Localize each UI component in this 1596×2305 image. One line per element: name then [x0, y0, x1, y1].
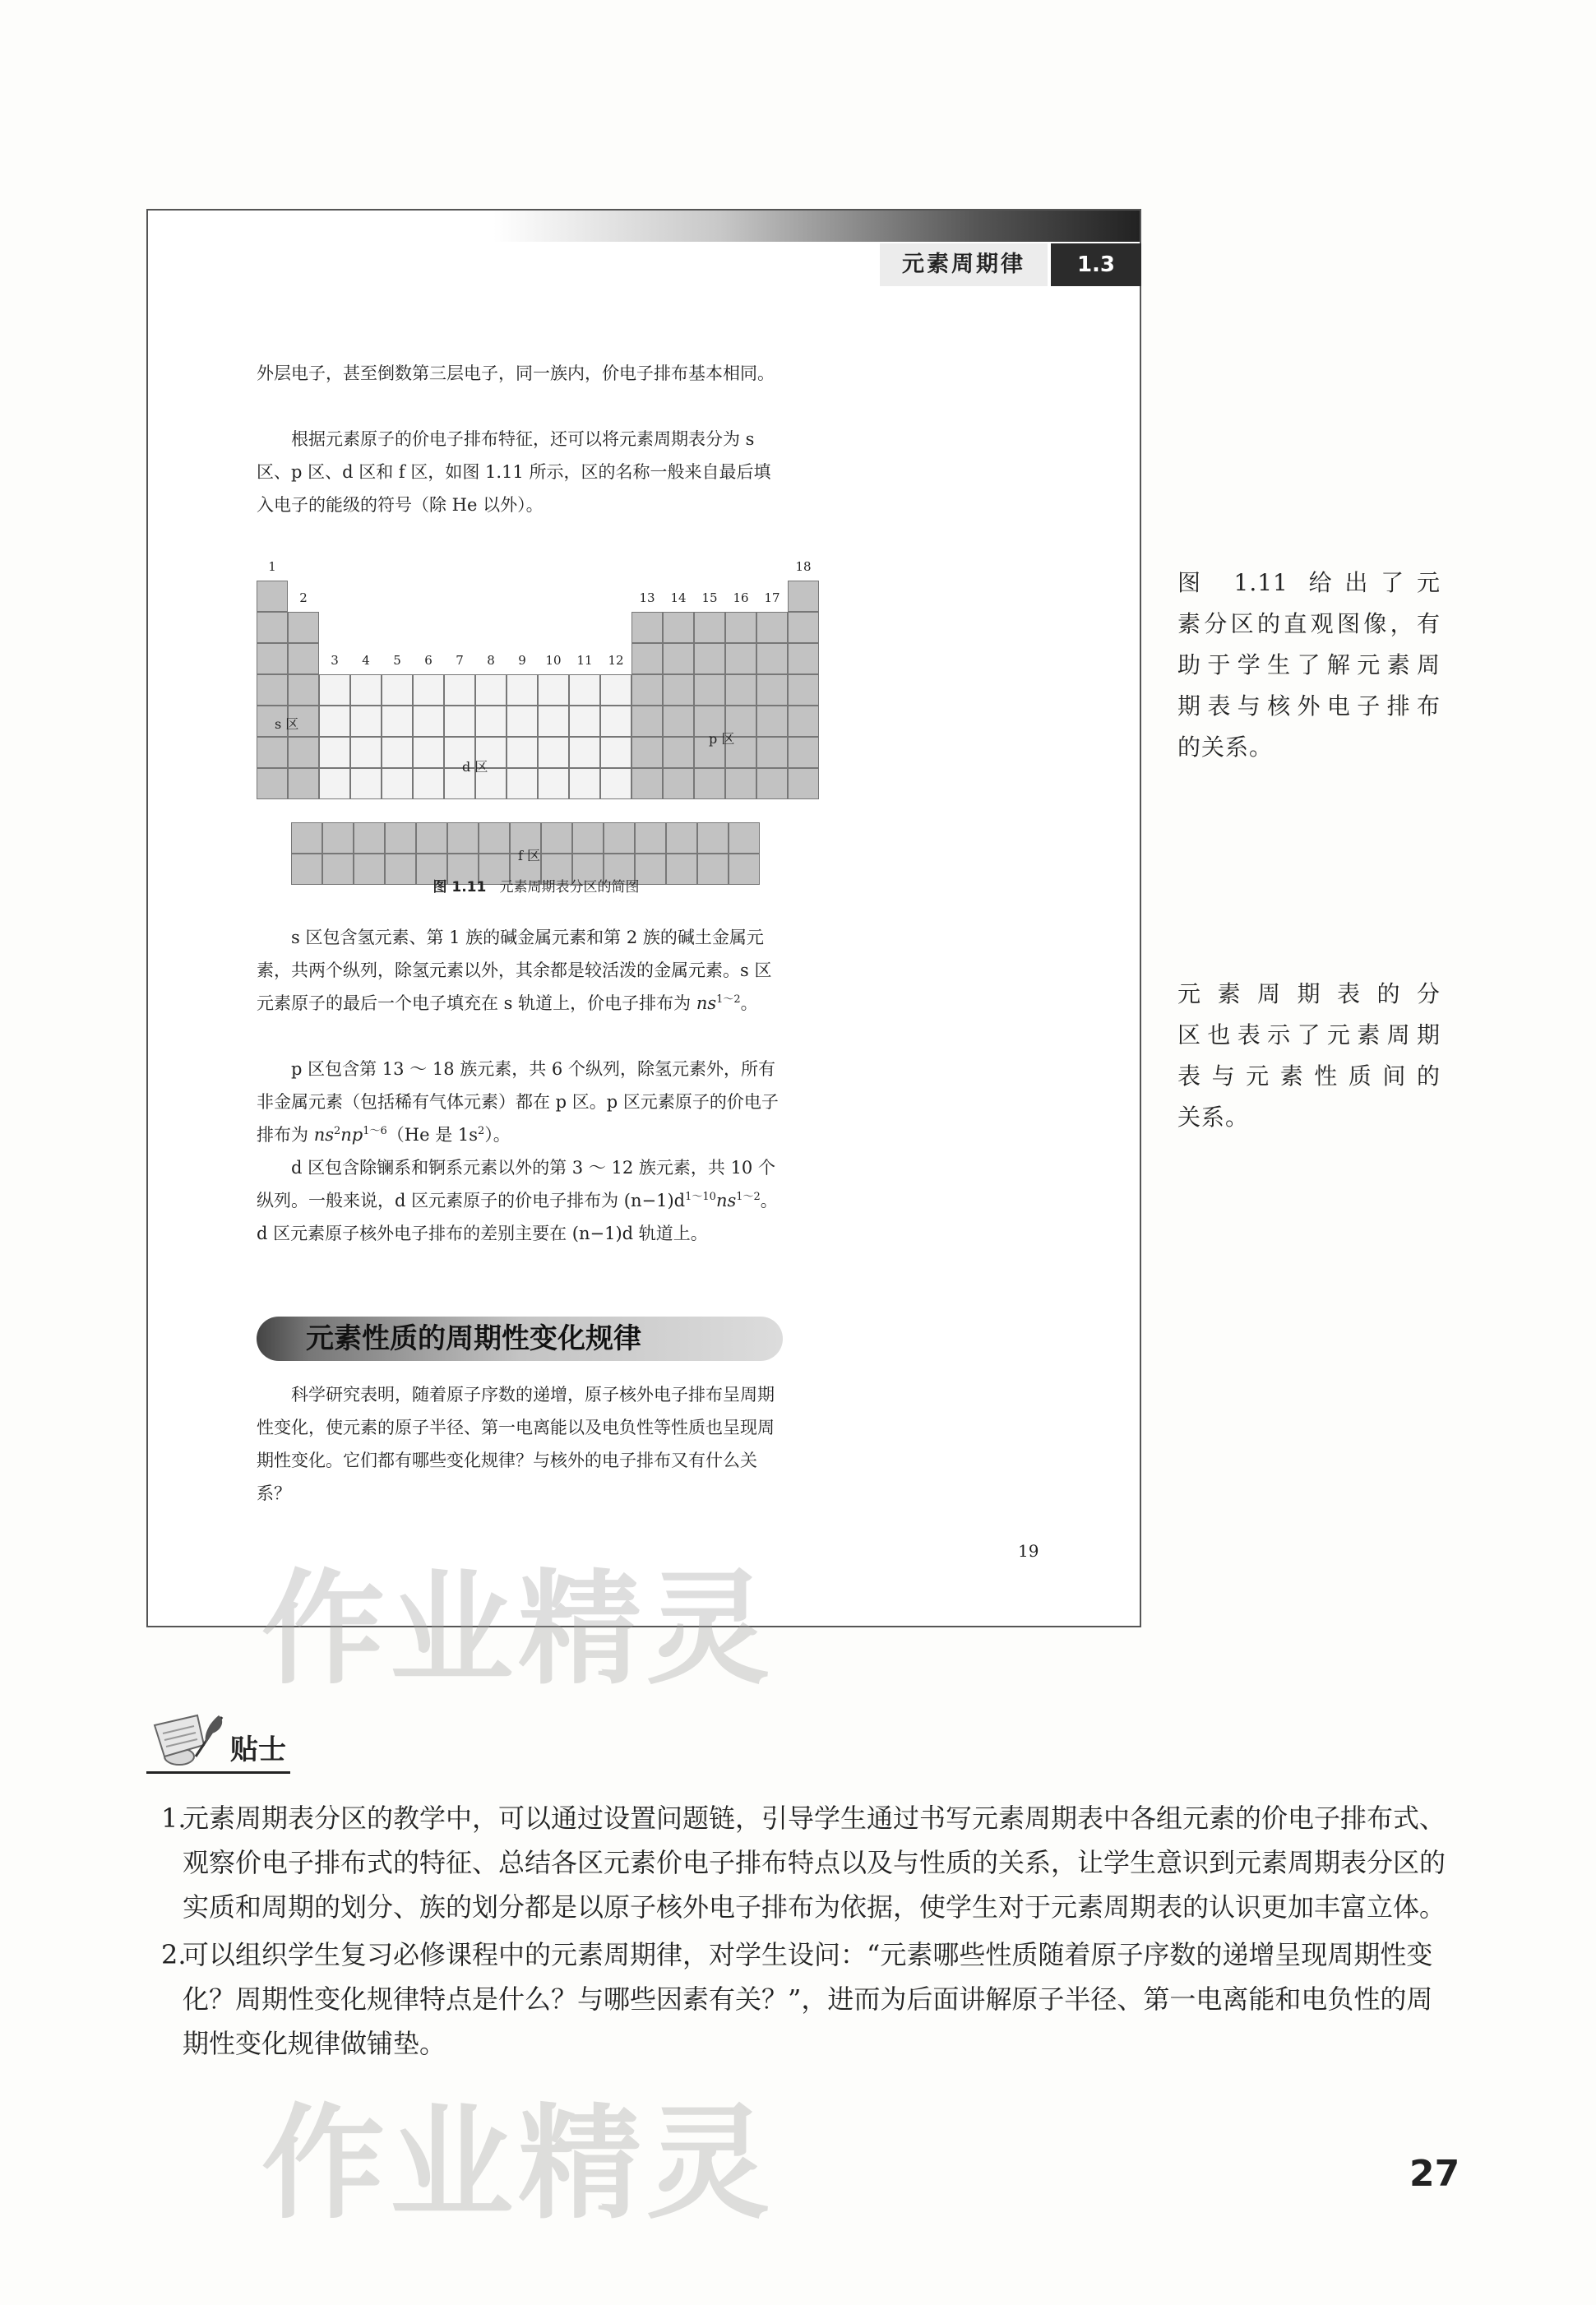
p-he-open: （He 是 1s	[386, 1125, 479, 1145]
table-cell	[382, 768, 413, 799]
p-formula2-base: np	[340, 1125, 363, 1145]
group-label: 1	[268, 559, 276, 574]
table-cell	[663, 737, 694, 768]
s-block-label: s 区	[275, 716, 299, 732]
table-cell	[631, 612, 663, 643]
group-label: 6	[424, 653, 433, 668]
f-block-cell	[385, 822, 416, 854]
table-cell	[694, 768, 725, 799]
margin-note-line: 图 1.11 给出了元	[1177, 569, 1441, 596]
table-cell	[507, 674, 538, 706]
table-cell	[725, 674, 756, 706]
p-he-sup: 2	[478, 1125, 485, 1137]
table-cell	[663, 706, 694, 737]
table-cell	[631, 768, 663, 799]
f-block-cell	[447, 822, 479, 854]
table-cell	[788, 643, 819, 674]
group-label: 10	[545, 653, 562, 668]
table-cell	[600, 768, 631, 799]
tip-item-2	[163, 1932, 1446, 2066]
d-formula1-sup: 1～10	[685, 1191, 716, 1203]
margin-note-2	[1177, 974, 1441, 1138]
table-cell	[756, 768, 788, 799]
f-block-cell	[729, 822, 760, 854]
table-cell	[538, 674, 569, 706]
margin-note-line: 素分区的直观图像，有	[1177, 610, 1441, 637]
paragraph-intro: 外层电子，甚至倒数第三层电子，同一族内，价电子排布基本相同。	[257, 363, 775, 383]
table-cell	[631, 674, 663, 706]
margin-note-line: 元素周期表的分	[1177, 980, 1441, 1007]
table-cell	[350, 737, 382, 768]
table-cell	[288, 674, 319, 706]
group-label: 8	[487, 653, 495, 668]
table-cell	[319, 768, 350, 799]
margin-note-line: 表与元素性质间的	[1177, 1062, 1441, 1090]
table-cell	[663, 612, 694, 643]
figure-caption-label: 图 1.11	[433, 879, 487, 896]
table-cell	[413, 674, 444, 706]
table-cell	[319, 737, 350, 768]
p-he-close: ）。	[484, 1125, 511, 1145]
table-cell	[694, 643, 725, 674]
table-cell	[475, 706, 507, 737]
scroll-quill-icon	[146, 1709, 229, 1775]
margin-note-line: 区也表示了元素周期	[1177, 1021, 1441, 1048]
f-block-cell	[354, 822, 385, 854]
periodic-table-figure	[257, 551, 816, 863]
margin-note-line: 的关系。	[1177, 734, 1274, 761]
f-block-cell	[291, 822, 322, 854]
paragraph-s-block	[257, 921, 781, 1020]
table-cell	[382, 737, 413, 768]
d-formula1-base: (n−1)d	[623, 1191, 686, 1210]
group-label: 4	[362, 653, 370, 668]
s-formula-base: ns	[696, 993, 717, 1013]
table-cell	[694, 612, 725, 643]
table-cell	[538, 768, 569, 799]
table-cell	[319, 674, 350, 706]
header-gradient-bar	[493, 211, 1140, 242]
table-cell	[569, 674, 600, 706]
figure-caption-text: 元素周期表分区的简图	[499, 879, 640, 896]
table-cell	[538, 737, 569, 768]
tips-label: 贴士	[230, 1733, 286, 1766]
table-cell	[756, 643, 788, 674]
table-cell	[507, 768, 538, 799]
paragraph-blocks: 根据元素原子的价电子排布特征，还可以将元素周期表分为 s 区、p 区、d 区和 f 区，如图 1.11 所示，区的名称一般来自最后填入电子的能级的符号（除 He 以外）。	[257, 429, 771, 515]
table-cell	[631, 737, 663, 768]
margin-note-line: 助于学生了解元素周	[1177, 651, 1441, 678]
table-cell	[788, 706, 819, 737]
table-cell	[413, 768, 444, 799]
table-cell	[288, 612, 319, 643]
table-cell	[444, 706, 475, 737]
table-cell	[350, 768, 382, 799]
table-cell	[507, 737, 538, 768]
table-cell	[725, 612, 756, 643]
tip-text: 元素周期表分区的教学中，可以通过设置问题链，引导学生通过书写元素周期表中各组元素的价电子排布式、观察价电子排布式的特征、总结各区元素价电子排布特点以及与性质的关系，让学生意识到元素周期表分区的实质和周期的划分、族的划分都是以原子核外电子排布为依据，使学生对于元素周期表的认识更加丰富立体。	[183, 1803, 1446, 1923]
table-cell	[663, 768, 694, 799]
group-label: 15	[701, 590, 718, 605]
table-cell	[756, 737, 788, 768]
s-block-end: 。	[740, 993, 758, 1013]
group-label: 18	[795, 559, 812, 574]
d-formula2-base: ns	[715, 1191, 737, 1210]
group-label: 13	[639, 590, 655, 605]
margin-note-1	[1177, 562, 1441, 768]
table-cell	[350, 674, 382, 706]
group-label: 9	[518, 653, 526, 668]
f-block-cell	[322, 822, 354, 854]
table-cell	[350, 706, 382, 737]
chapter-title: 元素周期律	[880, 243, 1048, 286]
table-cell	[507, 706, 538, 737]
p-block-label: p 区	[709, 731, 735, 747]
f-block-cell	[635, 822, 666, 854]
table-cell	[725, 768, 756, 799]
table-cell	[756, 674, 788, 706]
f-block-cell	[604, 822, 635, 854]
paragraph-d-block	[257, 1151, 781, 1250]
table-cell	[788, 768, 819, 799]
margin-note-line: 关系。	[1177, 1104, 1250, 1131]
table-cell	[382, 706, 413, 737]
d-block-text1: d 区包含除镧系和锕系元素以外的第 3 ～ 12 族元素，共 10 个纵列。一般来说，d 区元素原子的价电子排布为	[257, 1158, 775, 1210]
table-cell	[569, 706, 600, 737]
table-cell	[788, 674, 819, 706]
table-cell	[413, 737, 444, 768]
table-cell	[288, 643, 319, 674]
watermark-bottom: 作业精灵	[261, 2093, 775, 2236]
group-label: 12	[608, 653, 624, 668]
table-cell	[288, 768, 319, 799]
group-label: 16	[733, 590, 749, 605]
table-cell	[631, 643, 663, 674]
f-block-cell	[666, 822, 697, 854]
tips-divider	[146, 1771, 290, 1774]
textbook-page	[146, 209, 1141, 1627]
f-block-label: f 区	[518, 848, 541, 863]
table-cell	[257, 768, 288, 799]
table-cell	[788, 737, 819, 768]
s-block-text: s 区包含氢元素、第 1 族的碱金属元素和第 2 族的碱土金属元素，共两个纵列，除氢元素以外，其余都是较活泼的金属元素。s 区元素原子的最后一个电子填充在 s 轨道上，价电子排布为	[257, 928, 772, 1013]
tip-text: 可以组织学生复习必修课程中的元素周期律，对学生设问：“元素哪些性质随着原子序数的递增呈现周期性变化？周期性变化规律特点是什么？与哪些因素有关？”，进而为后面讲解原子半径、第一电离能和电负性的周期性变化规律做铺垫。	[183, 1939, 1433, 2059]
group-label: 11	[576, 653, 593, 668]
table-cell	[600, 737, 631, 768]
table-cell	[756, 706, 788, 737]
group-label: 2	[299, 590, 308, 605]
table-cell	[257, 674, 288, 706]
f-block-cell	[697, 822, 729, 854]
table-cell	[756, 612, 788, 643]
d-formula2-sup: 1～2	[736, 1191, 761, 1203]
group-label: 7	[456, 653, 464, 668]
f-block-cell	[416, 822, 447, 854]
table-cell	[257, 643, 288, 674]
margin-note-line: 期表与核外电子排布	[1177, 692, 1441, 720]
table-cell	[257, 581, 288, 612]
group-label: 17	[764, 590, 780, 605]
table-cell	[257, 612, 288, 643]
section-banner	[257, 1317, 783, 1361]
section-number: 1.3	[1051, 243, 1141, 286]
table-cell	[600, 706, 631, 737]
table-cell	[631, 706, 663, 737]
textbook-page-number: 19	[1018, 1541, 1039, 1561]
table-cell	[694, 674, 725, 706]
s-formula-sup: 1～2	[716, 993, 741, 1006]
table-cell	[444, 674, 475, 706]
table-cell	[788, 612, 819, 643]
table-cell	[382, 674, 413, 706]
table-cell	[663, 643, 694, 674]
table-cell	[725, 643, 756, 674]
table-cell	[319, 706, 350, 737]
page-number: 27	[1409, 2153, 1460, 2195]
group-label: 14	[670, 590, 687, 605]
figure-caption	[257, 875, 816, 896]
table-cell	[569, 737, 600, 768]
section-title: 元素性质的周期性变化规律	[306, 1322, 641, 1355]
table-cell	[413, 706, 444, 737]
f-block-cell	[572, 822, 604, 854]
p-formula1-base: ns	[313, 1125, 334, 1145]
tip-item-1	[163, 1796, 1446, 1929]
paragraph-periodic-properties: 科学研究表明，随着原子序数的递增，原子核外电子排布呈周期性变化，使元素的原子半径、第一电离能以及电负性等性质也呈现周期性变化。它们都有哪些变化规律？与核外的电子排布又有什么关系？	[257, 1385, 775, 1503]
table-cell	[663, 674, 694, 706]
d-block-text2: 。d 区元素原子核外电子排布的差别主要在 (n−1)d 轨道上。	[257, 1191, 778, 1243]
tip-number: 1.	[161, 1803, 187, 1834]
group-label: 5	[393, 653, 401, 668]
table-cell	[257, 737, 288, 768]
d-block-label: d 区	[462, 759, 488, 775]
table-cell	[569, 768, 600, 799]
table-cell	[288, 737, 319, 768]
f-block-cell	[541, 822, 572, 854]
table-cell	[600, 674, 631, 706]
p-formula2-sup: 1～6	[363, 1125, 387, 1137]
table-cell	[788, 581, 819, 612]
f-block-cell	[479, 822, 510, 854]
table-cell	[475, 674, 507, 706]
p-block-text: p 区包含第 13 ～ 18 族元素，共 6 个纵列，除氢元素外，所有非金属元素（包括稀有气体元素）都在 p 区。p 区元素原子的价电子排布为	[257, 1059, 779, 1145]
table-cell	[538, 706, 569, 737]
group-label: 3	[331, 653, 339, 668]
paragraph-p-block	[257, 1053, 781, 1151]
tip-number: 2.	[161, 1939, 187, 1970]
watermark-top: 作业精灵	[261, 1558, 775, 1701]
p-formula1-sup: 2	[334, 1125, 341, 1137]
